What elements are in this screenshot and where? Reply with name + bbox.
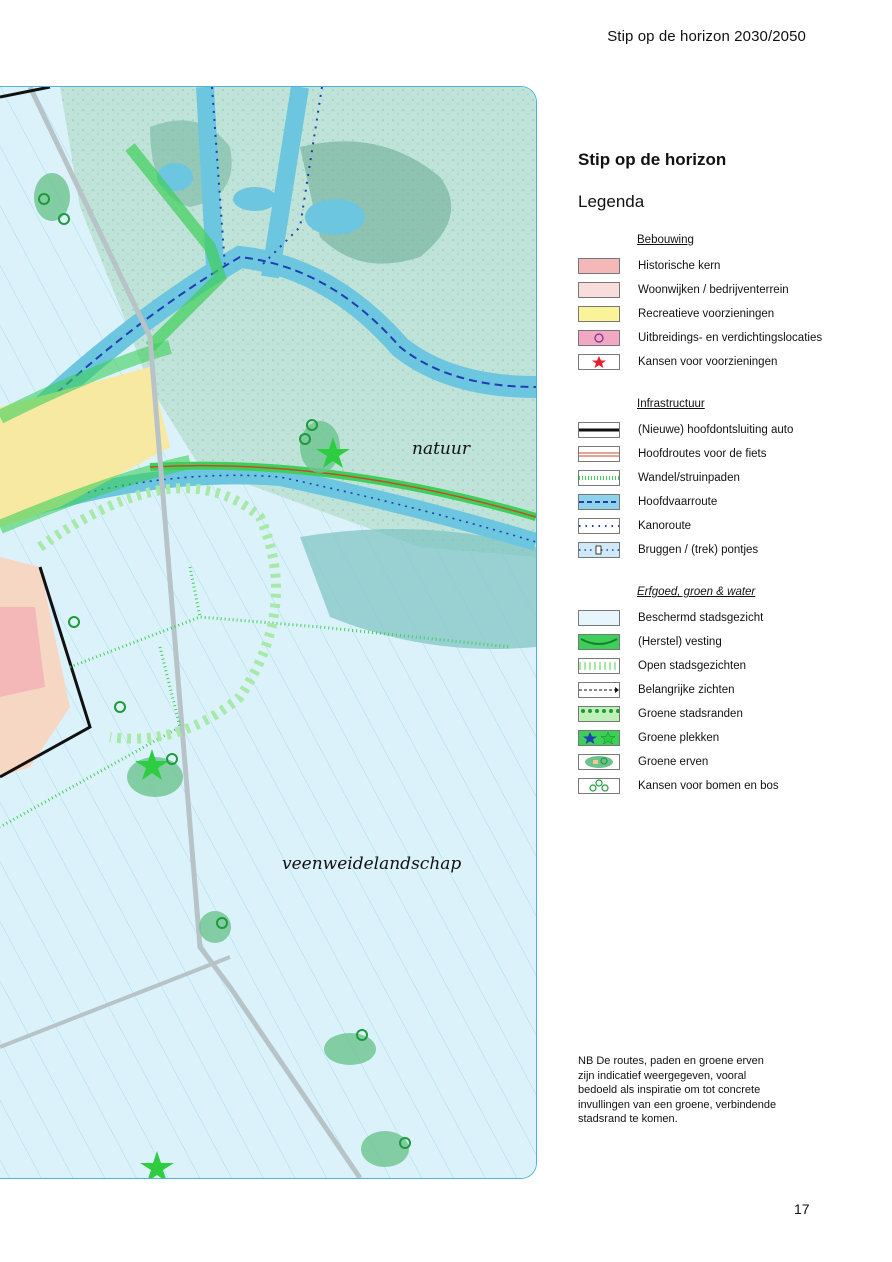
legend-item-beschermd xyxy=(578,606,868,630)
legend-swatch-wandel xyxy=(578,470,620,486)
legend-label: (Herstel) vesting xyxy=(638,636,722,648)
legend-label: Beschermd stadsgezicht xyxy=(638,612,764,624)
legend xyxy=(578,150,868,822)
legend-group-title: Infrastructuur xyxy=(637,398,705,410)
legend-label: Kansen voor voorzieningen xyxy=(638,356,778,368)
legend-swatch-beschermd xyxy=(578,610,620,626)
legend-group xyxy=(578,398,868,562)
legend-item-kansen-voorzieningen xyxy=(578,350,868,374)
legend-item-plekken xyxy=(578,726,868,750)
legend-label: Historische kern xyxy=(638,260,721,272)
legend-swatch-recreatie xyxy=(578,306,620,322)
legend-swatch-auto xyxy=(578,422,620,438)
page-header-title: Stip op de horizon 2030/2050 xyxy=(607,28,806,45)
map-canvas xyxy=(0,87,536,1178)
legend-swatch-plekken xyxy=(578,730,620,746)
legend-label: Hoofdroutes voor de fiets xyxy=(638,448,767,460)
legend-swatch-stadsranden xyxy=(578,706,620,722)
legend-item-kano xyxy=(578,514,868,538)
legend-item-recreatie xyxy=(578,302,868,326)
map[interactable] xyxy=(0,86,537,1179)
legend-item-vaarroute xyxy=(578,490,868,514)
legend-label: (Nieuwe) hoofdontsluiting auto xyxy=(638,424,794,436)
legend-item-woonwijk xyxy=(578,278,868,302)
legend-label: Recreatieve voorzieningen xyxy=(638,308,775,320)
legend-group xyxy=(578,234,868,374)
legend-swatch-kano xyxy=(578,518,620,534)
legend-group-title: Bebouwing xyxy=(637,234,694,246)
legend-groups xyxy=(578,234,868,798)
legend-label: Belangrijke zichten xyxy=(638,684,735,696)
legend-item-zichten xyxy=(578,678,868,702)
legend-item-fiets xyxy=(578,442,868,466)
legend-swatch-open xyxy=(578,658,620,674)
page-number: 17 xyxy=(794,1201,810,1217)
legend-swatch-historisch xyxy=(578,258,620,274)
legend-item-vesting xyxy=(578,630,868,654)
legend-label: Groene erven xyxy=(638,756,709,768)
legend-swatch-woonwijk xyxy=(578,282,620,298)
legend-swatch-erven xyxy=(578,754,620,770)
legend-title: Stip op de horizon xyxy=(578,150,727,169)
legend-label: Woonwijken / bedrijventerrein xyxy=(638,284,789,296)
legend-swatch-vaarroute xyxy=(578,494,620,510)
legend-label: Groene stadsranden xyxy=(638,708,743,720)
legend-swatch-vesting xyxy=(578,634,620,650)
legend-swatch-zichten xyxy=(578,682,620,698)
legend-swatch-uitbreiding xyxy=(578,330,620,346)
legend-item-erven xyxy=(578,750,868,774)
legend-item-bruggen xyxy=(578,538,868,562)
legend-label: Open stadsgezichten xyxy=(638,660,747,672)
legend-swatch-fiets xyxy=(578,446,620,462)
legend-item-auto xyxy=(578,418,868,442)
map-label-natuur: natuur xyxy=(412,439,470,459)
legend-item-uitbreiding xyxy=(578,326,868,350)
legend-label: Hoofdvaarroute xyxy=(638,496,718,508)
legend-item-stadsranden xyxy=(578,702,868,726)
legend-item-open xyxy=(578,654,868,678)
legend-label: Kanoroute xyxy=(638,520,692,532)
legend-label: Kansen voor bomen en bos xyxy=(638,780,779,792)
legend-label: Uitbreidings- en verdichtingslocaties xyxy=(638,332,823,344)
legend-item-bomen xyxy=(578,774,868,798)
legend-item-historisch xyxy=(578,254,868,278)
note-text: NB De routes, paden en groene erven zijn indicatief weergegeven, vooral bedoeld als inspiratie om tot concrete invullingen van een groene, verbindende stadsrand te komen. xyxy=(578,1055,777,1125)
legend-label: Bruggen / (trek) pontjes xyxy=(638,544,759,556)
legend-swatch-bomen xyxy=(578,778,620,794)
legend-label: Wandel/struinpaden xyxy=(638,472,740,484)
legend-label: Groene plekken xyxy=(638,732,720,744)
legend-subtitle: Legenda xyxy=(578,192,645,211)
legend-group xyxy=(578,586,868,798)
legend-item-wandel xyxy=(578,466,868,490)
legend-group-title: Erfgoed, groen & water xyxy=(637,586,756,598)
legend-swatch-bruggen xyxy=(578,542,620,558)
legend-swatch-kansen-voorzieningen xyxy=(578,354,620,370)
map-label-veenweidelandschap: veenweidelandschap xyxy=(282,854,462,874)
